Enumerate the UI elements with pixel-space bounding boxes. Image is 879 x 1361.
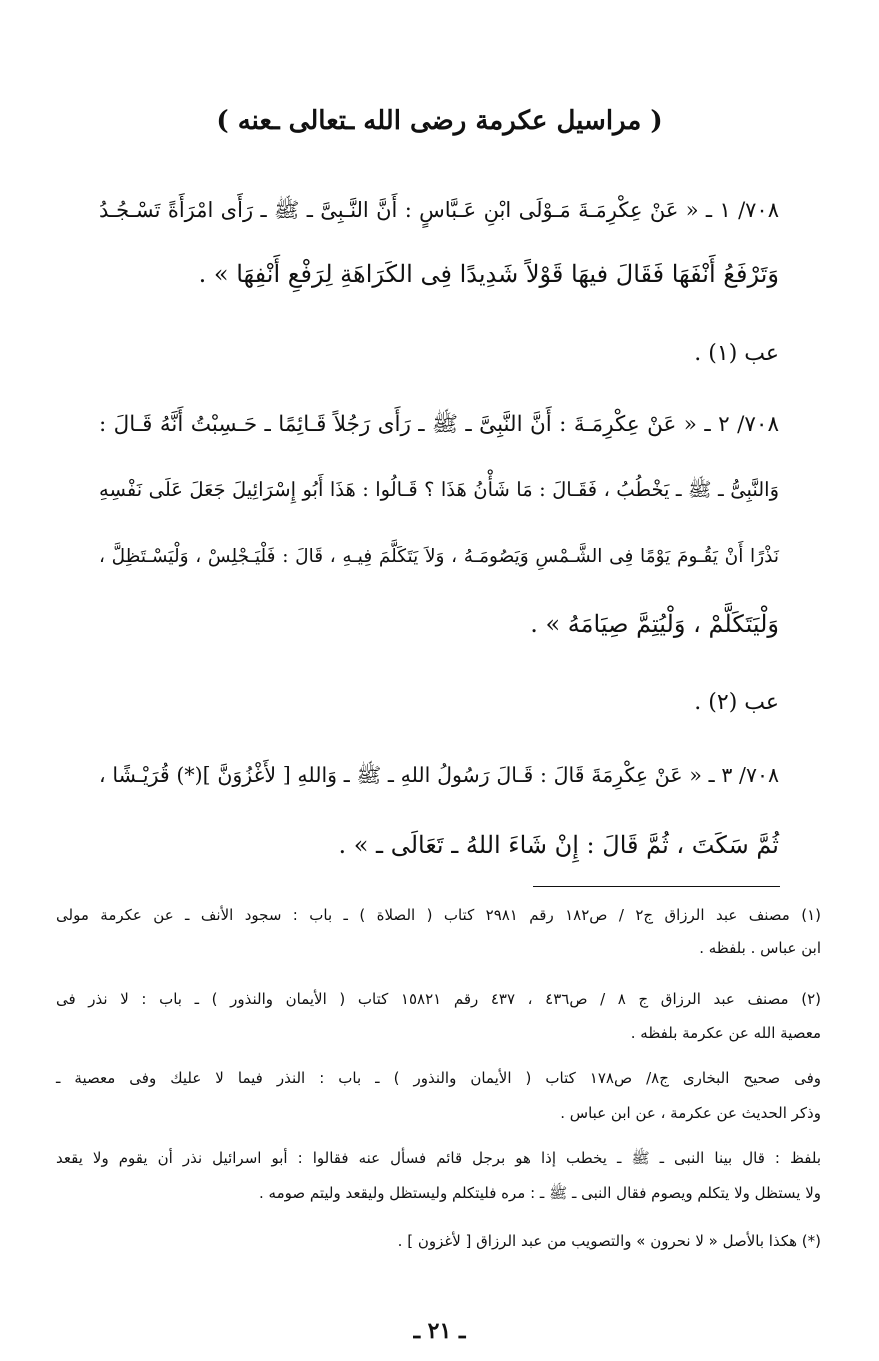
hadith-3-line-1: ٧٠٨/ ٣ ـ « عَنْ عِكْرِمَةَ قَالَ : قَـالَ رَسُولُ اللهِ ـ ﷺ ـ وَاللهِ [ لأَغْزُوَنَّ ](*) قُرَيْـشًا ، (99, 763, 779, 787)
footnote-2-line-2: معصية الله عن عكرمة بلفظه . (630, 1024, 821, 1042)
footnote-1-line-1: (١) مصنف عبد الرزاق ج٢ / ص١٨٢ رقم ٢٩٨١ كتاب ( الصلاة ) ـ باب : سجود الأنف ـ عن عكرمة مولى (56, 906, 821, 924)
footnote-1-line-2: ابن عباس . بلفظه . (699, 939, 821, 957)
hadith-2-line-2: وَالنَّبِىُّ ـ ﷺ ـ يَخْطُبُ ، فَقَـالَ : مَا شَأْنُ هَذَا ؟ قَـالُوا : هَذَا أَبُو إِسْرَائِيلَ جَعَلَ عَلَى نَفْسِهِ (99, 478, 779, 501)
footnote-2-line-1: (٢) مصنف عبد الرزاق ج ٨ / ص٤٣٦ ، ٤٣٧ رقم ١٥٨٢١ كتاب ( الأيمان والنذور ) ـ باب : لا نذر فى (56, 990, 821, 1008)
footnote-2-line-6: ولا يستظل ولا يتكلم ويصوم فقال النبى ـ ﷺ ـ : مره فليتكلم وليستظل وليقعد وليتم صومه . (258, 1184, 821, 1202)
hadith-1-reference: عب (١) . (694, 341, 779, 366)
hadith-1-line-2: وَتَرْفَعُ أَنْفَهَا فَقَالَ فيهَا قَوْلاً شَدِيدًا فِى الكَرَاهَةِ لِرَفْعِ أَنْفِهَا » . (198, 260, 779, 288)
hadith-3-line-2: ثُمَّ سَكَتَ ، ثُمَّ قَالَ : إِنْ شَاءَ اللهُ ـ تَعَالَى ـ » . (338, 831, 779, 859)
footnote-asterisk: (*) هكذا بالأصل « لا نحرون » والتصويب من عبد الرزاق [ لأغزون ] . (397, 1232, 821, 1250)
hadith-1-line-1: ٧٠٨/ ١ ـ « عَنْ عِكْرِمَـةَ مَـوْلَى ابْنِ عَـبَّاسٍ : أَنَّ النَّـبِىَّ ـ ﷺ ـ رَأَى امْرَأَةً تَسْـجُـدُ (99, 198, 779, 222)
hadith-2-line-1: ٧٠٨/ ٢ ـ « عَنْ عِكْرِمَـةَ : أَنَّ النَّبِىَّ ـ ﷺ ـ رَأَى رَجُلاً قَـائِمًا ـ حَـسِبْتُ أَنَّهُ قَـالَ : (99, 412, 779, 437)
footnote-divider (533, 886, 780, 887)
footnote-2-line-3: وفى صحيح البخارى ج٨/ ص١٧٨ كتاب ( الأيمان والنذور ) ـ باب : النذر فيما لا عليك وفى معصية ـ (56, 1069, 821, 1087)
footnote-2-line-4: وذكر الحديث عن عكرمة ، عن ابن عباس . (560, 1104, 821, 1122)
page-title: ( مراسيل عكرمة رضى الله ـتعالى ـعنه ) (216, 106, 663, 136)
hadith-2-reference: عب (٢) . (694, 690, 779, 715)
hadith-2-line-4: وَلْيَتَكَلَّمْ ، وَلْيُتِمَّ صِيَامَهُ » . (530, 610, 779, 638)
hadith-2-line-3: نَذْرًا أَنْ يَقُـومَ يَوْمًا فِى الشَّـمْسِ وَيَصُومَـهُ ، وَلاَ يَتَكَلَّمَ فِيـهِ ، قَالَ : فَلْيَـجْلِسْ ، وَلْيَسْـتَظِلَّ ، (99, 546, 779, 567)
page-number: ـ ٢١ ـ (413, 1318, 466, 1344)
footnote-2-line-5: بلفظ : قال بينا النبى ـ ﷺ ـ يخطب إذا هو برجل قائم فسأل عنه فقالوا : أبو اسرائيل نذر أن يقوم ولا يقعد (56, 1149, 821, 1167)
